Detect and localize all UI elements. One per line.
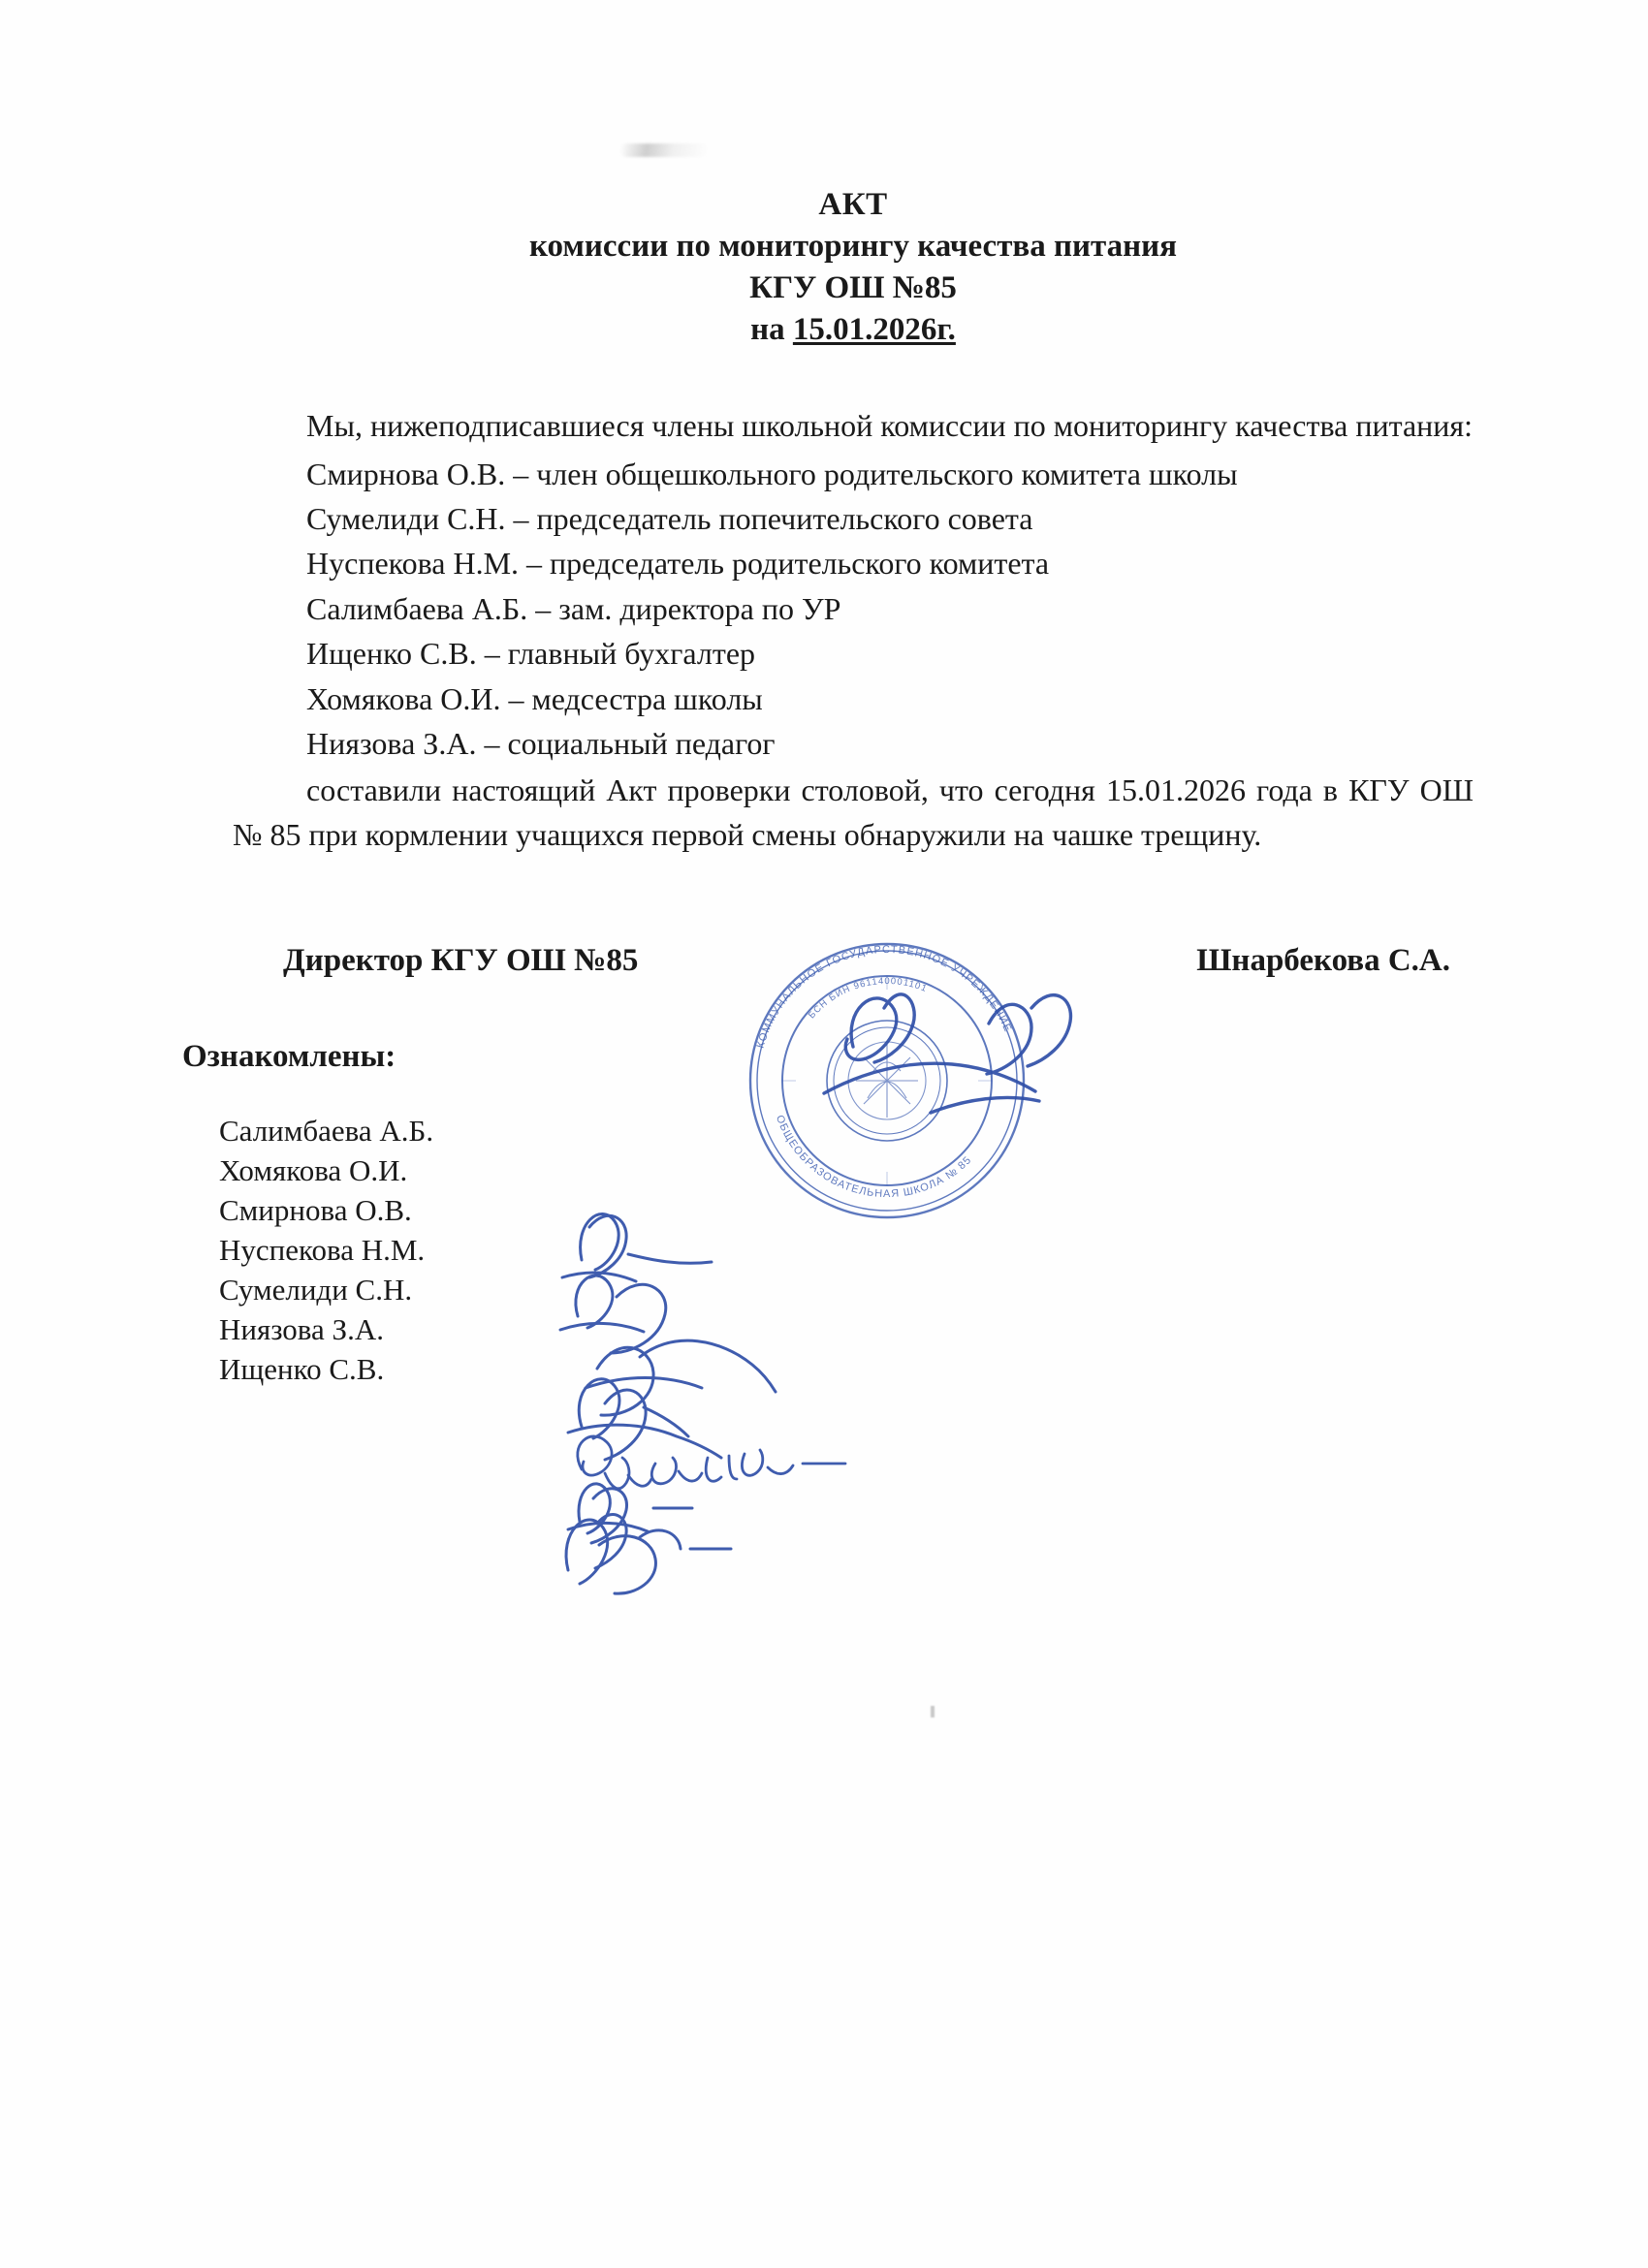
member-item: Ищенко С.В. – главный бухгалтер	[306, 636, 756, 672]
svg-text:БСН БИН 961140001101: БСН БИН 961140001101	[806, 975, 930, 1022]
signatory-name: Хомякова О.И.	[219, 1152, 408, 1187]
svg-text:ОБЩЕОБРАЗОВАТЕЛЬНАЯ ШКОЛА № 85: ОБЩЕОБРАЗОВАТЕЛЬНАЯ ШКОЛА № 85	[773, 1113, 974, 1201]
signatory-name: Смирнова О.В.	[219, 1192, 412, 1227]
title-line-date	[233, 309, 1474, 351]
signatory-name: Салимбаева А.Б.	[219, 1113, 434, 1148]
intro-paragraph: Мы, нижеподписавшиеся члены школьной комиссии по мониторингу качества питания:	[306, 407, 1474, 443]
member-item: Сумелиди С.Н. – председатель попечительского совета	[306, 501, 1033, 537]
signatory-name: Нуспекова Н.М.	[219, 1232, 426, 1267]
member-item: Смирнова О.В. – член общешкольного родительского комитета школы	[306, 456, 1238, 491]
signatory-row	[219, 1110, 1474, 1150]
scan-speck	[931, 1706, 935, 1717]
title-line-act: АКТ	[818, 187, 888, 222]
signatory-row	[219, 1229, 1474, 1269]
title-date-value: 15.01.2026г.	[792, 311, 956, 347]
signatory-row	[219, 1308, 1474, 1348]
commission-members-list	[233, 452, 1474, 767]
director-title: Директор КГУ ОШ №85	[283, 942, 639, 978]
member-item: Ниязова З.А. – социальный педагог	[306, 725, 776, 761]
closing-paragraph: составили настоящий Акт проверки столовой, что сегодня 15.01.2026 года в КГУ ОШ № 85 при кормлении учащихся первой смены обнаружили на чашке трещину.	[233, 772, 1474, 853]
signatory-row	[219, 1348, 1474, 1388]
signatory-row	[219, 1269, 1474, 1308]
title-date-prefix: на	[750, 311, 793, 347]
scan-artifact	[620, 143, 708, 157]
signatories-list	[219, 1110, 1474, 1388]
title-line-commission: комиссии по мониторингу качества питания	[528, 228, 1178, 264]
document-content	[182, 184, 1474, 1388]
director-name: Шнарбекова С.А.	[1196, 942, 1450, 978]
signatory-name: Ищенко С.В.	[219, 1351, 385, 1386]
member-item: Хомякова О.И. – медсестра школы	[306, 680, 763, 716]
signatory-name: Сумелиди С.Н.	[219, 1272, 413, 1307]
director-signature-row	[233, 943, 1474, 979]
signatory-row	[219, 1189, 1474, 1229]
title-line-school: КГУ ОШ №85	[749, 269, 957, 305]
signatory-name: Ниязова З.А.	[219, 1311, 384, 1346]
svg-text:КОММУНАЛЬНОЕ ГОСУДАРСТВЕННОЕ У: КОММУНАЛЬНОЕ ГОСУДАРСТВЕННОЕ УЧРЕЖДЕНИЕ	[754, 943, 1014, 1050]
document-title-block	[233, 184, 1474, 351]
signatory-row	[219, 1150, 1474, 1189]
acquainted-label: Ознакомлены:	[182, 1038, 396, 1074]
member-item: Салимбаева А.Б. – зам. директора по УР	[306, 590, 841, 626]
member-item: Нуспекова Н.М. – председатель родительского комитета	[306, 546, 1050, 582]
